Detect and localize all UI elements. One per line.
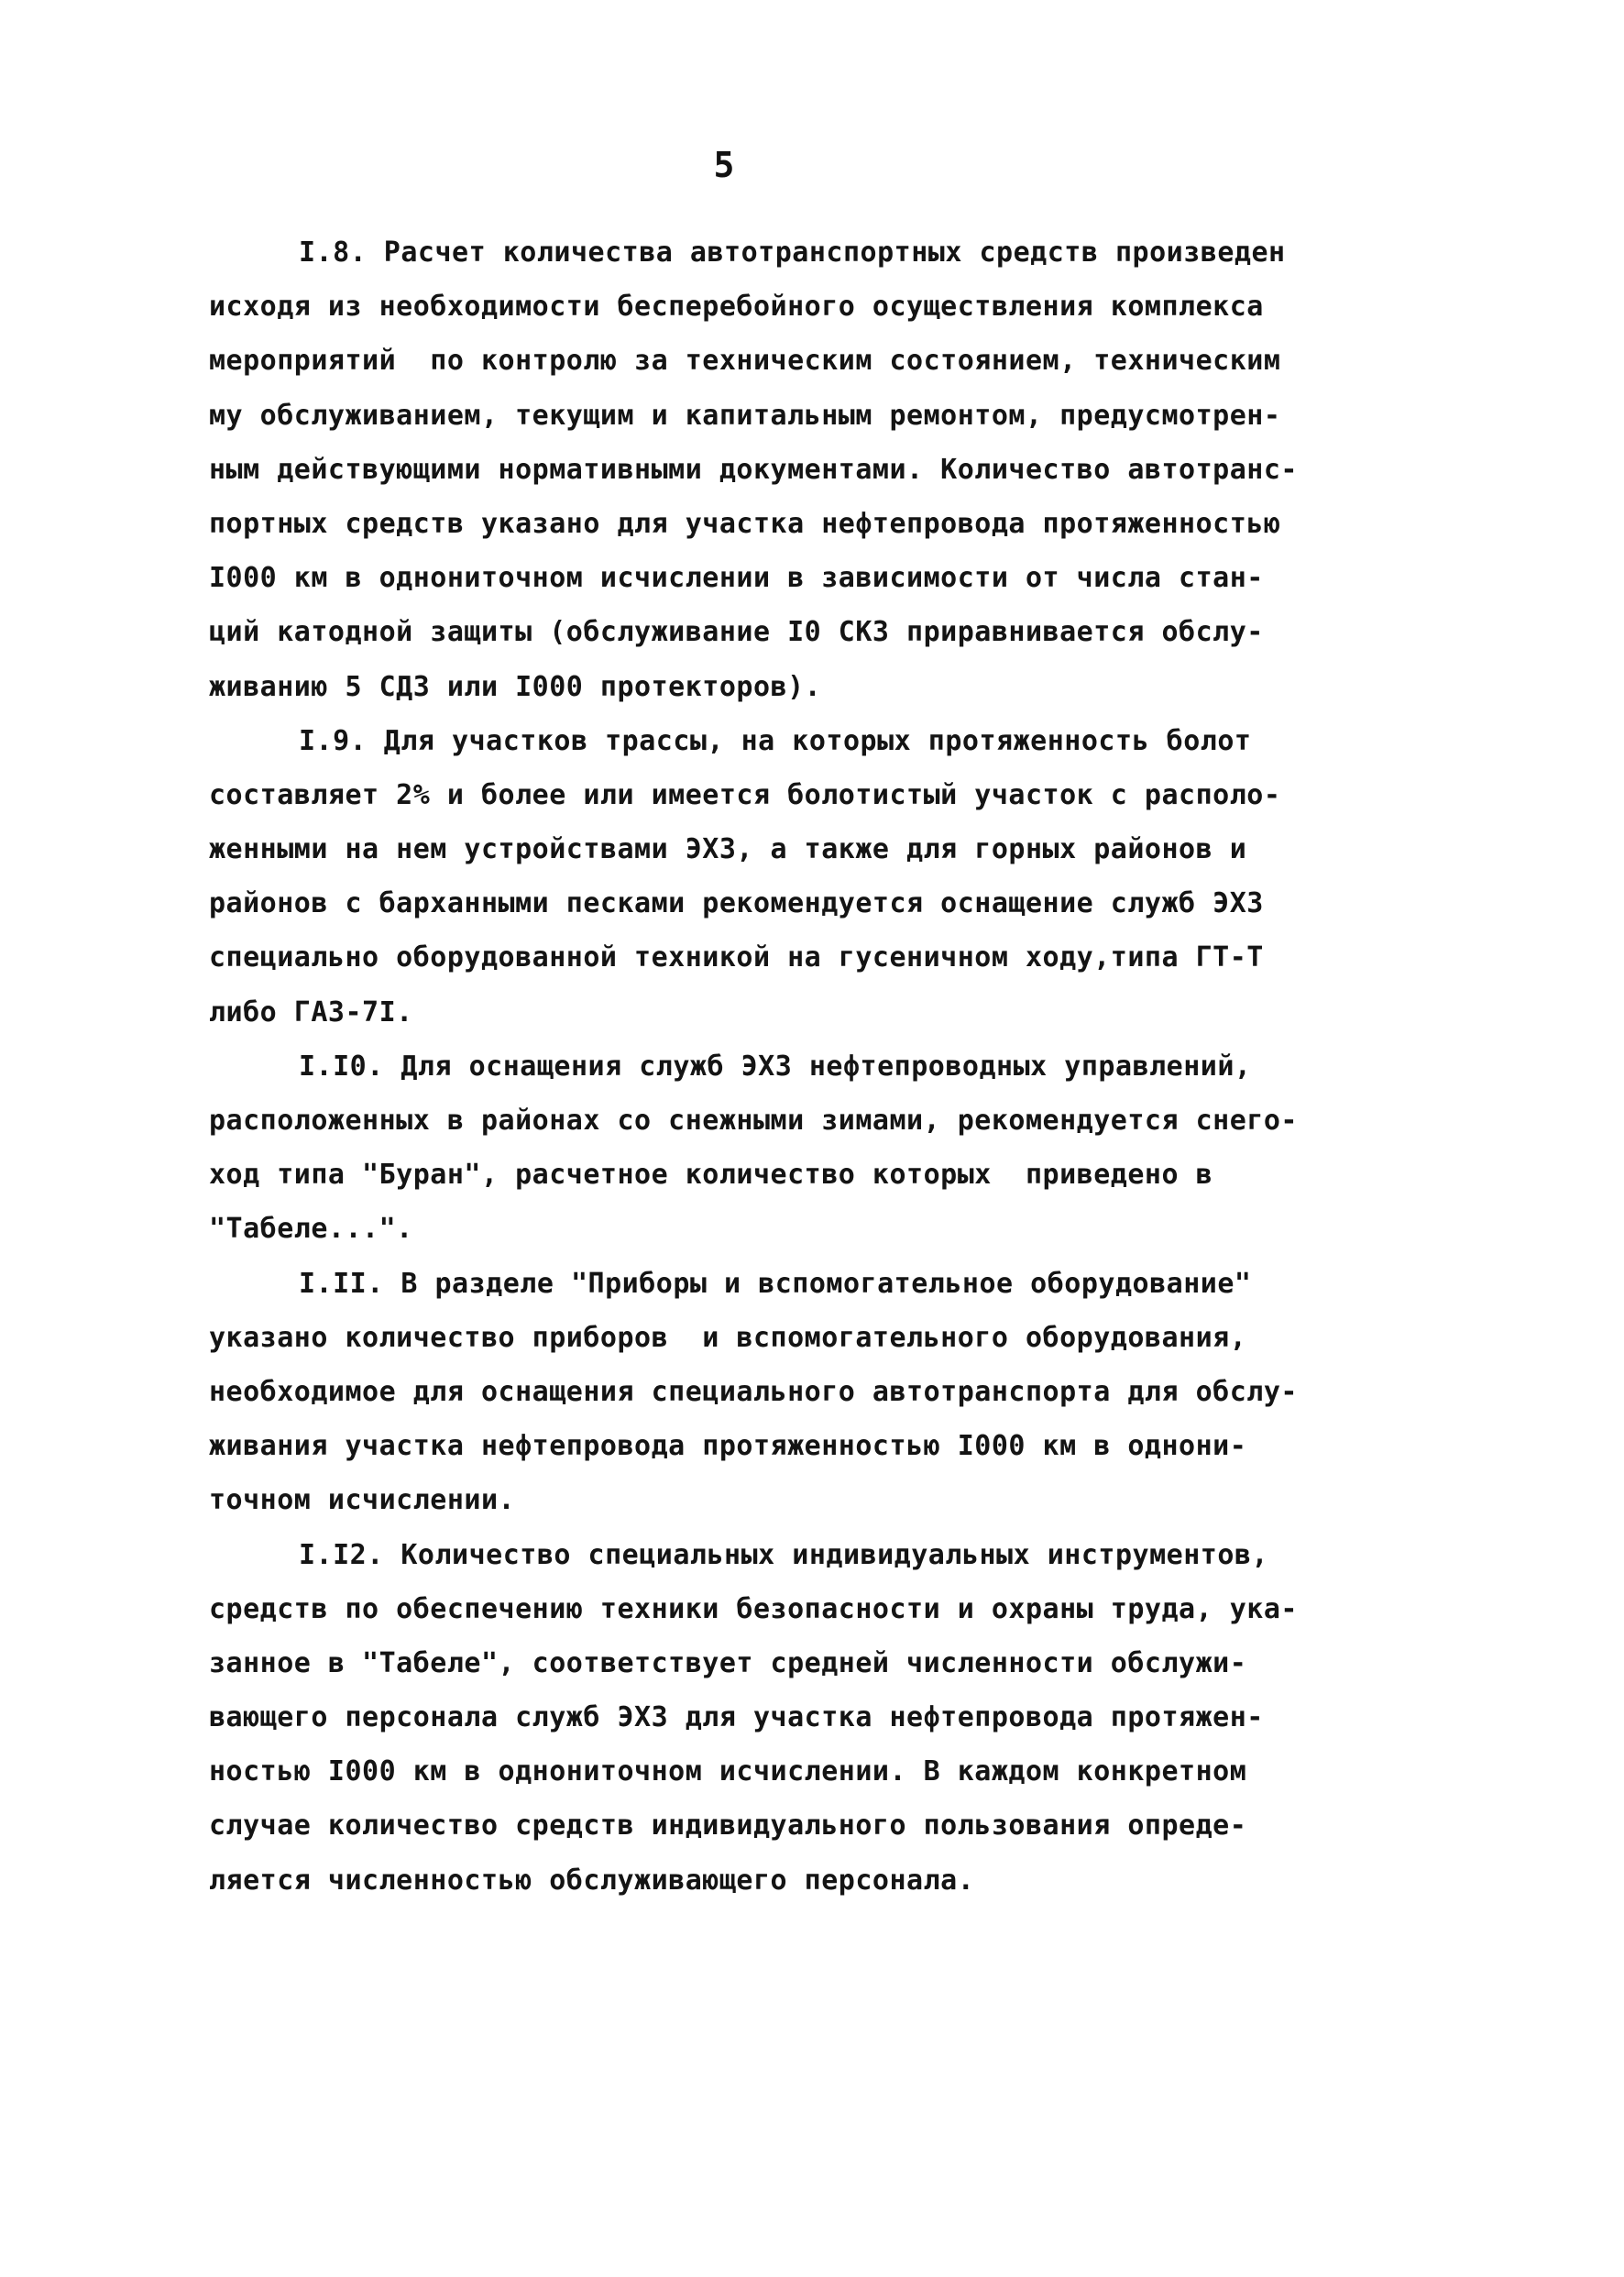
text-line: ций катодной защиты (обслуживание I0 СКЗ приравнивается обслу-	[209, 616, 1264, 649]
text-line: живания участка нефтепровода протяженностью I000 км в однони-	[209, 1430, 1247, 1463]
text-line: районов с барханными песками рекомендуется оснащение служб ЭХЗ	[209, 887, 1264, 920]
text-line: ляется численностью обслуживающего персонала.	[209, 1864, 975, 1897]
text-line: I.I2. Количество специальных индивидуальных инструментов,	[299, 1538, 1269, 1571]
text-line: ным действующими нормативными документами. Количество автотранс-	[209, 453, 1298, 486]
text-line: "Табеле...".	[209, 1213, 413, 1246]
text-line: портных средств указано для участка нефтепровода протяженностью	[209, 507, 1281, 540]
page-number: 5	[713, 145, 735, 185]
text-line: точном исчислении.	[209, 1484, 516, 1517]
text-line: I.8. Расчет количества автотранспортных средств произведен	[299, 236, 1286, 269]
text-line: составляет 2% и более или имеется болотистый участок с располо-	[209, 778, 1281, 811]
text-line: I.9. Для участков трассы, на которых протяженность болот	[299, 724, 1252, 757]
text-line: I000 км в однониточном исчислении в зависимости от числа стан-	[209, 562, 1264, 595]
text-line: занное в "Табеле", соответствует средней численности обслужи-	[209, 1646, 1247, 1679]
document-body	[209, 226, 1400, 1908]
text-line: ход типа "Буран", расчетное количество которых приведено в	[209, 1159, 1213, 1192]
text-line: указано количество приборов и вспомогательного оборудования,	[209, 1321, 1247, 1354]
text-line: исходя из необходимости бесперебойного осуществления комплекса	[209, 291, 1264, 324]
text-line: средств по обеспечению техники безопасности и охраны труда, ука-	[209, 1592, 1298, 1625]
paragraph-1-12	[209, 1528, 1400, 1908]
text-line: специально оборудованной техникой на гусеничном ходу,типа ГТ-Т	[209, 941, 1264, 974]
text-line: I.II. В разделе "Приборы и вспомогательное оборудование"	[299, 1267, 1252, 1300]
paragraph-1-8	[209, 226, 1400, 714]
text-line: расположенных в районах со снежными зимами, рекомендуется снего-	[209, 1105, 1298, 1137]
paragraph-1-10	[209, 1040, 1400, 1257]
text-line: необходимое для оснащения специального автотранспорта для обслу-	[209, 1375, 1298, 1408]
text-line: мероприятий по контролю за техническим состоянием, техническим	[209, 345, 1281, 378]
text-line: му обслуживанием, текущим и капитальным ремонтом, предусмотрен-	[209, 399, 1281, 432]
text-line: либо ГАЗ-7I.	[209, 996, 413, 1028]
paragraph-1-11	[209, 1257, 1400, 1528]
paragraph-1-9	[209, 714, 1400, 1040]
text-line: женными на нем устройствами ЭХЗ, а также для горных районов и	[209, 833, 1247, 866]
text-line: живанию 5 СДЗ или I000 протекторов).	[209, 670, 822, 703]
text-line: случае количество средств индивидуального пользования опреде-	[209, 1810, 1247, 1842]
text-line: вающего персонала служб ЭХЗ для участка нефтепровода протяжен-	[209, 1701, 1264, 1734]
text-line: ностью I000 км в однониточном исчислении. В каждом конкретном	[209, 1755, 1247, 1788]
text-line: I.I0. Для оснащения служб ЭХЗ нефтепроводных управлений,	[299, 1050, 1252, 1083]
